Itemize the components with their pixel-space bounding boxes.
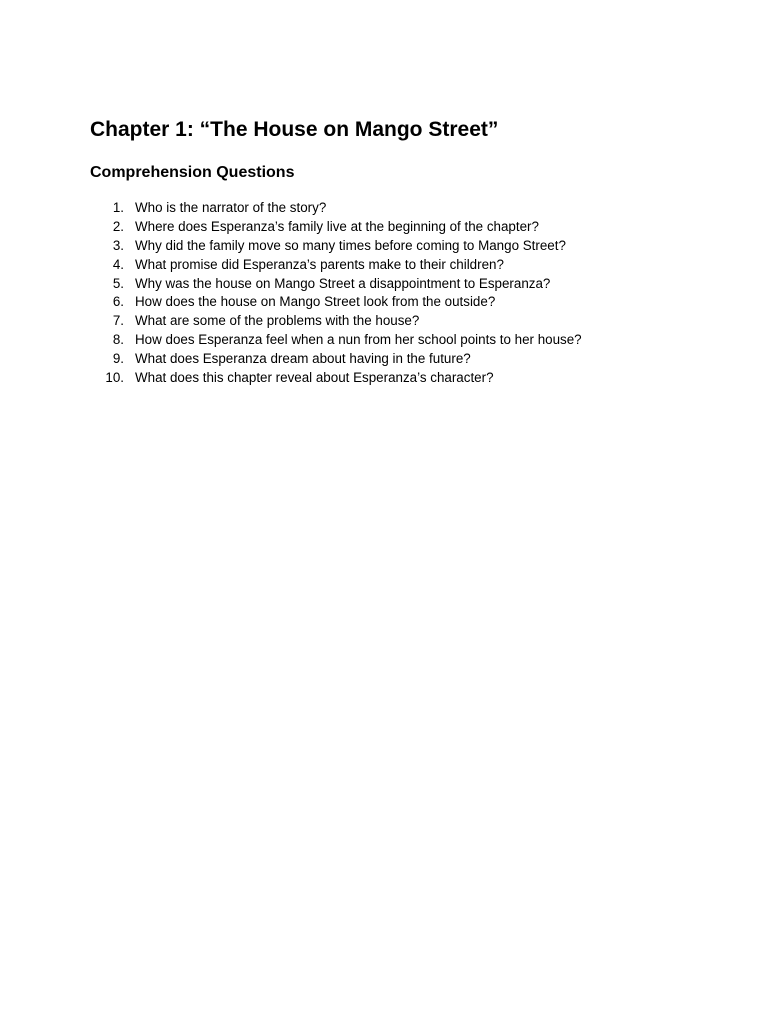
question-number: 3. — [112, 237, 124, 253]
question-number: 1. — [112, 200, 124, 215]
question-number: 9. — [112, 351, 124, 367]
question-text: What does this chapter reveal about Esperanza’s character? — [135, 370, 494, 386]
question-text: Why did the family move so many times before coming to Mango Street? — [135, 237, 566, 253]
section-heading: Comprehension Questions — [90, 164, 295, 181]
question-text: What promise did Esperanza’s parents make to their children? — [135, 256, 504, 272]
question-number: 5. — [112, 275, 124, 291]
question-text: What are some of the problems with the house? — [135, 313, 420, 329]
question-number: 8. — [112, 332, 124, 348]
question-text: Who is the narrator of the story? — [135, 200, 327, 215]
question-number: 10. — [105, 370, 124, 386]
question-number: 6. — [112, 294, 124, 310]
question-text: Why was the house on Mango Street a disappointment to Esperanza? — [135, 275, 551, 291]
question-number: 7. — [112, 313, 124, 329]
question-text: Where does Esperanza’s family live at the beginning of the chapter? — [135, 218, 539, 234]
chapter-title: Chapter 1: “The House on Mango Street” — [90, 118, 499, 141]
question-text: How does the house on Mango Street look from the outside? — [135, 294, 496, 310]
question-number: 4. — [112, 256, 124, 272]
question-text: How does Esperanza feel when a nun from her school points to her house? — [135, 332, 582, 348]
question-text: What does Esperanza dream about having in the future? — [135, 351, 471, 367]
question-number: 2. — [112, 218, 124, 234]
